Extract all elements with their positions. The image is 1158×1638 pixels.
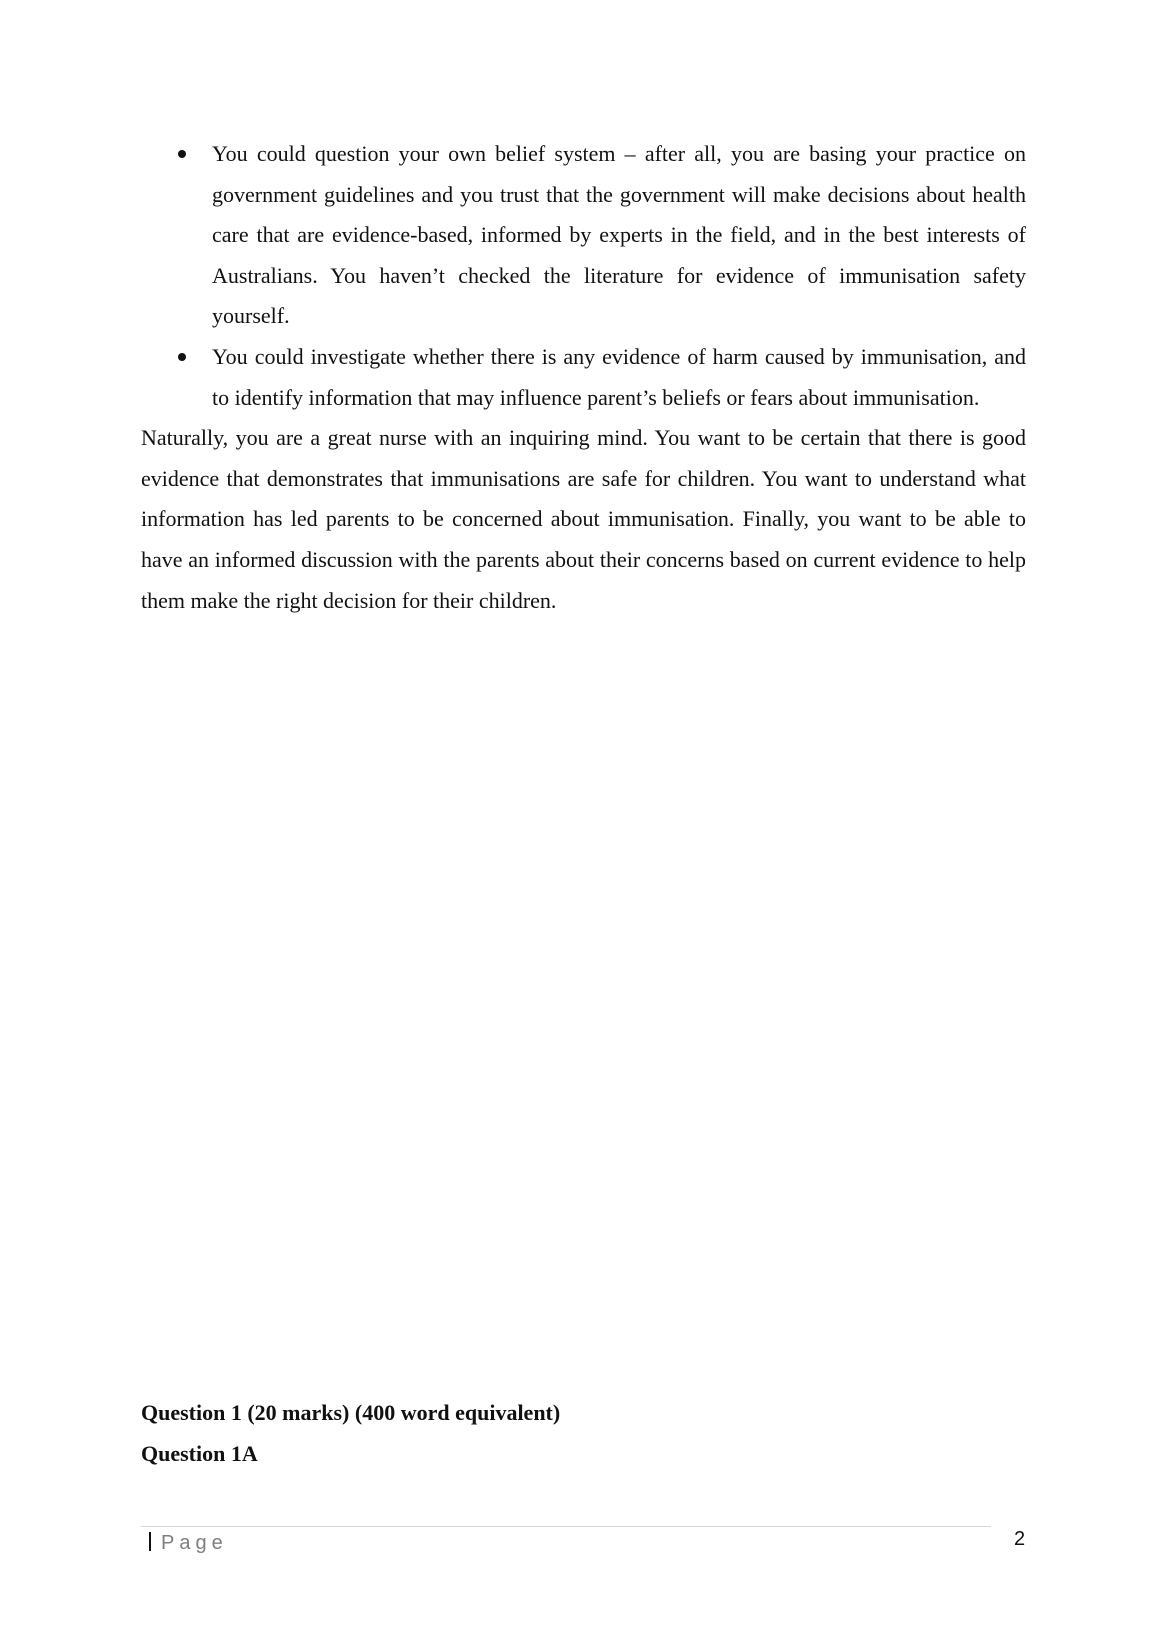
subquestion-heading: Question 1A xyxy=(141,1441,258,1466)
bullet-item xyxy=(141,134,1026,337)
bullet-item xyxy=(141,337,1026,418)
question-heading: Question 1 (20 marks) (400 word equivalent) xyxy=(141,1400,561,1425)
bullet-icon xyxy=(178,150,186,158)
footer-label-text: Page xyxy=(161,1532,228,1554)
footer-separator-bar xyxy=(149,1532,151,1551)
bullet-list xyxy=(141,134,1026,418)
bullet-text: You could investigate whether there is any evidence of harm caused by immunisation, and to identify information that may influence parent’s beliefs or fears about immunisation. xyxy=(212,343,1026,410)
footer-page-label xyxy=(149,1529,228,1557)
footer-divider xyxy=(141,1526,991,1527)
body-content xyxy=(141,134,1026,621)
body-paragraph: Naturally, you are a great nurse with an inquiring mind. You want to be certain that there is good evidence that demonstrates that immunisations are safe for children. You want to understand what information has led parents to be concerned about immunisation. Finally, you want to be able to have an informed discussion with the parents about their concerns based on current evidence to help them make the right decision for their children. xyxy=(141,425,1026,613)
bullet-icon xyxy=(178,353,186,361)
page-number: 2 xyxy=(1014,1528,1026,1550)
bullet-text: You could question your own belief system – after all, you are basing your practice on government guidelines and you trust that the government will make decisions about health care that are evidence-based, informed by experts in the field, and in the best interests of Australians. You haven’t checked the literature for evidence of immunisation safety yourself. xyxy=(212,141,1026,329)
